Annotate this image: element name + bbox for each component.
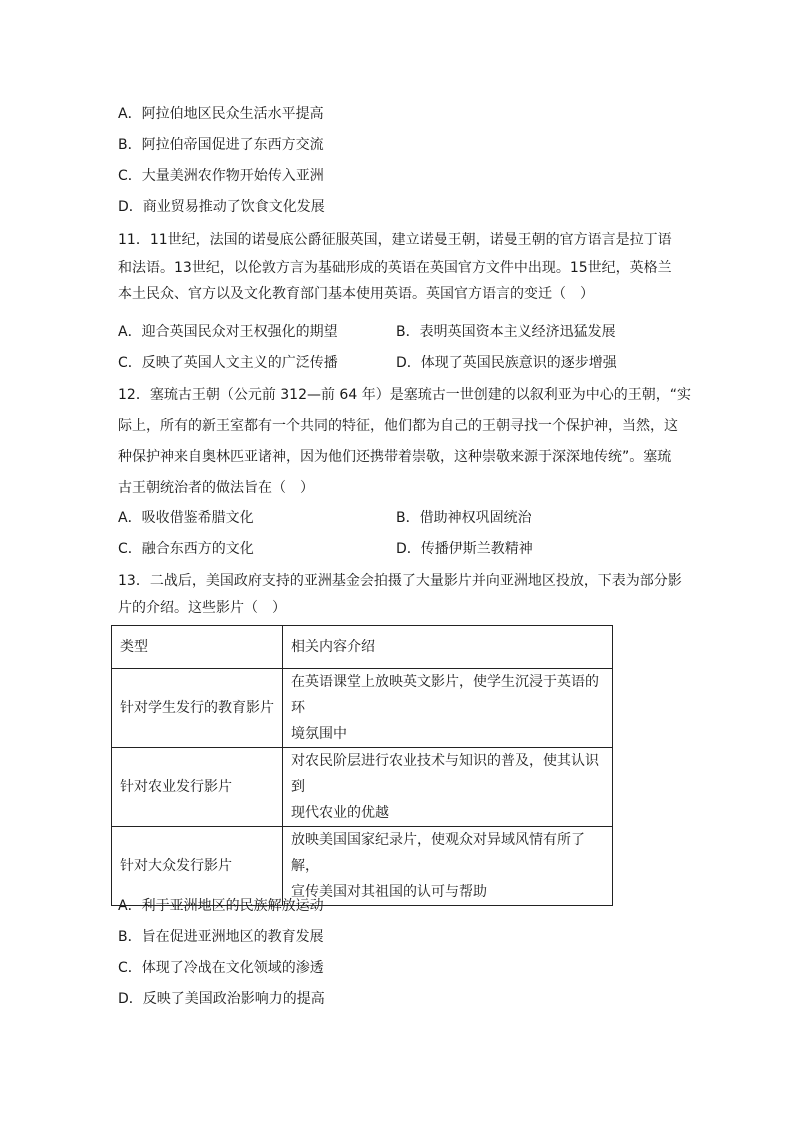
q12-option-c: C．融合东西方的文化	[118, 541, 254, 557]
table-header-cell: 相关内容介绍	[283, 626, 613, 669]
q13-option-d: D．反映了美国政治影响力的提高	[118, 991, 325, 1007]
table-cell-content	[283, 748, 613, 827]
q13-option-a: A．利于亚洲地区的民族解放运动	[118, 898, 324, 914]
film-info-table	[111, 625, 613, 906]
table-cell-type: 针对农业发行影片	[112, 748, 283, 827]
q10-option-c: C．大量美洲农作物开始传入亚洲	[118, 168, 324, 184]
q13-option-b: B．旨在促进亚洲地区的教育发展	[118, 929, 324, 945]
q12-stem-line-2: 际上，所有的新王室都有一个共同的特征，他们都为自己的王朝寻找一个保护神，当然，这	[118, 418, 678, 434]
content-line: 对农民阶层进行农业技术与知识的普及，使其认识到	[291, 753, 599, 795]
table-header-row	[112, 626, 613, 669]
q11-stem-line-1: 11．11世纪，法国的诺曼底公爵征服英国，建立诺曼王朝，诺曼王朝的官方语言是拉丁语	[118, 232, 672, 248]
q11-option-c: C．反映了英国人文主义的广泛传播	[118, 355, 338, 371]
table-cell-content	[283, 669, 613, 748]
q10-option-d: D．商业贸易推动了饮食文化发展	[118, 199, 325, 215]
q11-option-b: B．表明英国资本主义经济迅猛发展	[396, 324, 616, 340]
q12-stem-line-4: 古王朝统治者的做法旨在（ ）	[118, 480, 314, 496]
q13-stem-line-1: 13．二战后，美国政府支持的亚洲基金会拍摄了大量影片并向亚洲地区投放，下表为部分影	[118, 573, 682, 589]
q11-stem-line-2: 和法语。13世纪，以伦敦方言为基础形成的英语在英国官方文件中出现。15世纪，英格兰	[118, 260, 672, 276]
q11-option-a: A．迎合英国民众对王权强化的期望	[118, 324, 338, 340]
table-row	[112, 827, 613, 906]
q12-option-d: D．传播伊斯兰教精神	[396, 541, 533, 557]
table-header-cell: 类型	[112, 626, 283, 669]
q12-stem-line-1: 12．塞琉古王朝（公元前 312—前 64 年）是塞琉古一世创建的以叙利亚为中心的王朝，“实	[118, 387, 691, 403]
q11-option-d: D．体现了英国民族意识的逐步增强	[396, 355, 617, 371]
content-line: 宣传美国对其祖国的认可与帮助	[291, 884, 487, 900]
table-row	[112, 669, 613, 748]
table-cell-type: 针对大众发行影片	[112, 827, 283, 906]
q12-stem-line-3: 种保护神来自奥林匹亚诸神，因为他们还携带着崇敬，这种崇敬来源于深深地传统”。塞琉	[118, 449, 672, 465]
content-line: 境氛围中	[291, 726, 347, 742]
q12-option-b: B．借助神权巩固统治	[396, 510, 532, 526]
table-cell-content	[283, 827, 613, 906]
q10-option-a: A．阿拉伯地区民众生活水平提高	[118, 106, 324, 122]
q12-option-a: A．吸收借鉴希腊文化	[118, 510, 254, 526]
q11-stem-line-3: 本土民众、官方以及文化教育部门基本使用英语。英国官方语言的变迁（ ）	[118, 286, 594, 302]
table-row	[112, 748, 613, 827]
table-cell-type: 针对学生发行的教育影片	[112, 669, 283, 748]
q13-option-c: C．体现了冷战在文化领域的渗透	[118, 960, 324, 976]
content-line: 放映美国国家纪录片，使观众对异域风情有所了解，	[291, 832, 585, 874]
q13-stem-line-2: 片的介绍。这些影片（ ）	[118, 600, 286, 616]
q10-option-b: B．阿拉伯帝国促进了东西方交流	[118, 137, 324, 153]
content-line: 在英语课堂上放映英文影片，使学生沉浸于英语的环	[291, 674, 599, 716]
content-line: 现代农业的优越	[291, 805, 389, 821]
